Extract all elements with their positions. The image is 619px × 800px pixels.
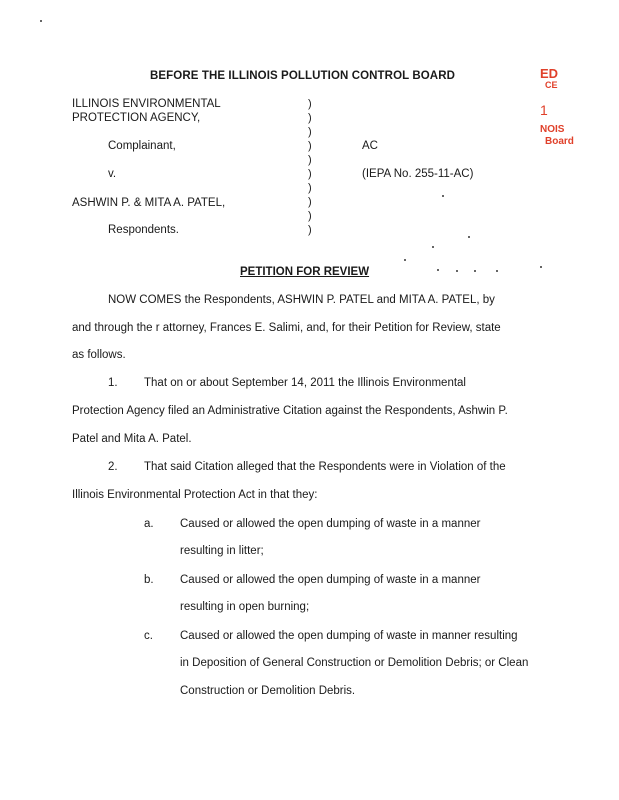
- complainant-name-line-1: ILLINOIS ENVIRONMENTAL: [72, 98, 221, 110]
- allegation-a-line-2: resulting in litter;: [180, 545, 264, 557]
- intro-line-2: and through the r attorney, Frances E. Salimi, and, for their Petition for Review, state: [72, 322, 501, 334]
- case-type: AC: [362, 140, 378, 152]
- complainant-label: Complainant,: [108, 140, 176, 152]
- caption-paren: ): [308, 126, 312, 138]
- paragraph-number: 2.: [108, 461, 118, 473]
- received-stamp-line-4: NOIS: [540, 124, 565, 135]
- allegation-b-line-2: resulting in open burning;: [180, 601, 310, 613]
- allegation-c-line-3: Construction or Demolition Debris.: [180, 685, 356, 697]
- case-number: (IEPA No. 255-11-AC): [362, 168, 474, 180]
- respondent-name: ASHWIN P. & MITA A. PATEL,: [72, 197, 226, 209]
- caption-paren: ): [308, 98, 312, 110]
- paragraph-number: 1.: [108, 377, 118, 389]
- scan-speck: [474, 270, 476, 272]
- document-title: BEFORE THE ILLINOIS POLLUTION CONTROL BOARD: [150, 70, 456, 82]
- scan-speck: [437, 269, 439, 271]
- scan-speck: [404, 259, 406, 261]
- caption-paren: ): [308, 168, 312, 180]
- paragraph-1-line-2: Protection Agency filed an Administrative Citation against the Respondents, Ashwin P.: [72, 405, 508, 417]
- paragraph-1-line-3: Patel and Mita A. Patel.: [72, 433, 192, 445]
- scan-speck: [496, 270, 498, 272]
- petition-heading: PETITION FOR REVIEW: [240, 266, 370, 278]
- scan-speck: [40, 20, 42, 22]
- paragraph-2-line-1: That said Citation alleged that the Respondents were in Violation of the: [144, 461, 506, 473]
- scan-speck: [432, 246, 434, 248]
- intro-line-3: as follows.: [72, 349, 126, 361]
- respondent-label: Respondents.: [108, 224, 179, 236]
- paragraph-1-line-1: That on or about September 14, 2011 the Illinois Environmental: [144, 377, 466, 389]
- received-stamp-line-1: ED: [540, 66, 559, 81]
- caption-paren: ): [308, 154, 312, 166]
- allegation-a-line-1: Caused or allowed the open dumping of waste in a manner: [180, 518, 481, 530]
- intro-line-1: NOW COMES the Respondents, ASHWIN P. PATEL and MITA A. PATEL, by: [108, 294, 495, 306]
- received-stamp-line-5: Board: [545, 136, 574, 147]
- allegation-c-line-2: in Deposition of General Construction or Demolition Debris; or Clean: [180, 657, 529, 669]
- caption-paren: ): [308, 210, 312, 222]
- scan-speck: [442, 195, 444, 197]
- received-stamp-line-3: 1: [540, 102, 548, 118]
- scan-speck: [540, 266, 542, 268]
- caption-paren: ): [308, 112, 312, 124]
- allegation-letter: a.: [144, 518, 154, 530]
- caption-paren: ): [308, 140, 312, 152]
- allegation-b-line-1: Caused or allowed the open dumping of waste in a manner: [180, 574, 481, 586]
- paragraph-2-line-2: Illinois Environmental Protection Act in that they:: [72, 489, 318, 501]
- allegation-c-line-1: Caused or allowed the open dumping of waste in manner resulting: [180, 630, 518, 642]
- allegation-letter: b.: [144, 574, 154, 586]
- versus-label: v.: [108, 168, 117, 180]
- caption-paren: ): [308, 196, 312, 208]
- complainant-name-line-2: PROTECTION AGENCY,: [72, 112, 201, 124]
- allegation-letter: c.: [144, 630, 153, 642]
- scan-speck: [456, 270, 458, 272]
- caption-paren: ): [308, 224, 312, 236]
- caption-paren: ): [308, 182, 312, 194]
- scan-speck: [468, 236, 470, 238]
- received-stamp-line-2: CE: [545, 80, 558, 90]
